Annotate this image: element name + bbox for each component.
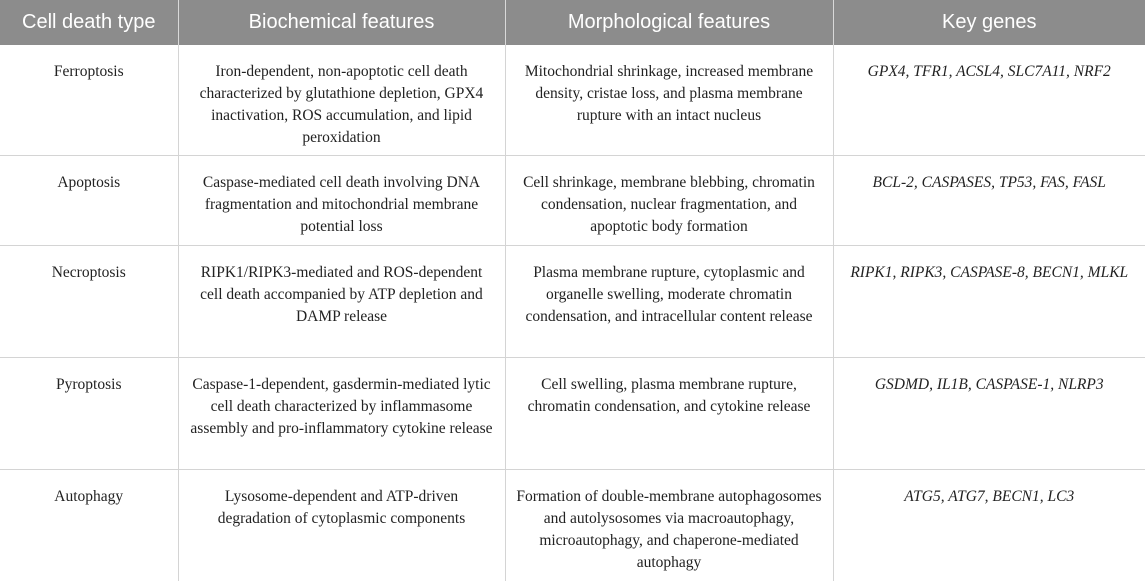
header-row xyxy=(0,0,1145,45)
key-genes-cell: RIPK1, RIPK3, CASPASE-8, BECN1, MLKL xyxy=(833,246,1145,358)
cell-death-type-cell: Ferroptosis xyxy=(0,45,178,156)
cell-death-type-cell: Apoptosis xyxy=(0,156,178,246)
cell-death-type-cell: Autophagy xyxy=(0,470,178,581)
table-body xyxy=(0,45,1145,581)
key-genes-cell: ATG5, ATG7, BECN1, LC3 xyxy=(904,488,1075,505)
morphological-features-cell: Cell shrinkage, membrane blebbing, chromatin condensation, nuclear fragmentation, and apoptotic body formation xyxy=(505,156,833,246)
biochemical-features-cell: Caspase-1-dependent, gasdermin-mediated lytic cell death characterized by inflammasome assembly and pro-inflammatory cytokine release xyxy=(178,358,505,470)
morphological-features-cell: Cell swelling, plasma membrane rupture, chromatin condensation, and cytokine release xyxy=(505,358,833,470)
header-morphological-features: Morphological features xyxy=(505,0,833,45)
cell-death-type-cell: Necroptosis xyxy=(0,246,178,358)
biochemical-features-cell: Iron-dependent, non-apoptotic cell death characterized by glutathione depletion, GPX4 inactivation, ROS accumulation, and lipid peroxidation xyxy=(178,45,505,156)
biochemical-features-cell: RIPK1/RIPK3-mediated and ROS-dependent cell death accompanied by ATP depletion and DAMP release xyxy=(178,246,505,358)
header-biochemical-features: Biochemical features xyxy=(178,0,505,45)
header-cell-death-type: Cell death type xyxy=(0,0,178,45)
key-genes-cell: GPX4, TFR1, ACSL4, SLC7A11, NRF2 xyxy=(833,45,1145,156)
biochemical-features-cell: Lysosome-dependent and ATP-driven degradation of cytoplasmic components xyxy=(178,470,505,581)
cell-death-type-cell: Pyroptosis xyxy=(0,358,178,470)
morphological-features-cell: Formation of double-membrane autophagosomes and autolysosomes via macroautophagy, microautophagy, and chaperone-mediated autophagy xyxy=(505,470,833,581)
key-genes-cell: GSDMD, IL1B, CASPASE-1, NLRP3 xyxy=(833,358,1145,470)
table-row xyxy=(0,470,1145,581)
biochemical-features-cell: Caspase-mediated cell death involving DNA fragmentation and mitochondrial membrane potential loss xyxy=(178,156,505,246)
key-genes-cell: BCL-2, CASPASES, TP53, FAS, FASL xyxy=(833,156,1145,246)
table-row xyxy=(0,246,1145,358)
table-row xyxy=(0,358,1145,470)
table-header xyxy=(0,0,1145,45)
table-row xyxy=(0,45,1145,156)
morphological-features-cell: Plasma membrane rupture, cytoplasmic and organelle swelling, moderate chromatin condensation, and intracellular content release xyxy=(505,246,833,358)
table-row xyxy=(0,156,1145,246)
header-key-genes: Key genes xyxy=(833,0,1145,45)
morphological-features-cell: Mitochondrial shrinkage, increased membrane density, cristae loss, and plasma membrane rupture with an intact nucleus xyxy=(505,45,833,156)
